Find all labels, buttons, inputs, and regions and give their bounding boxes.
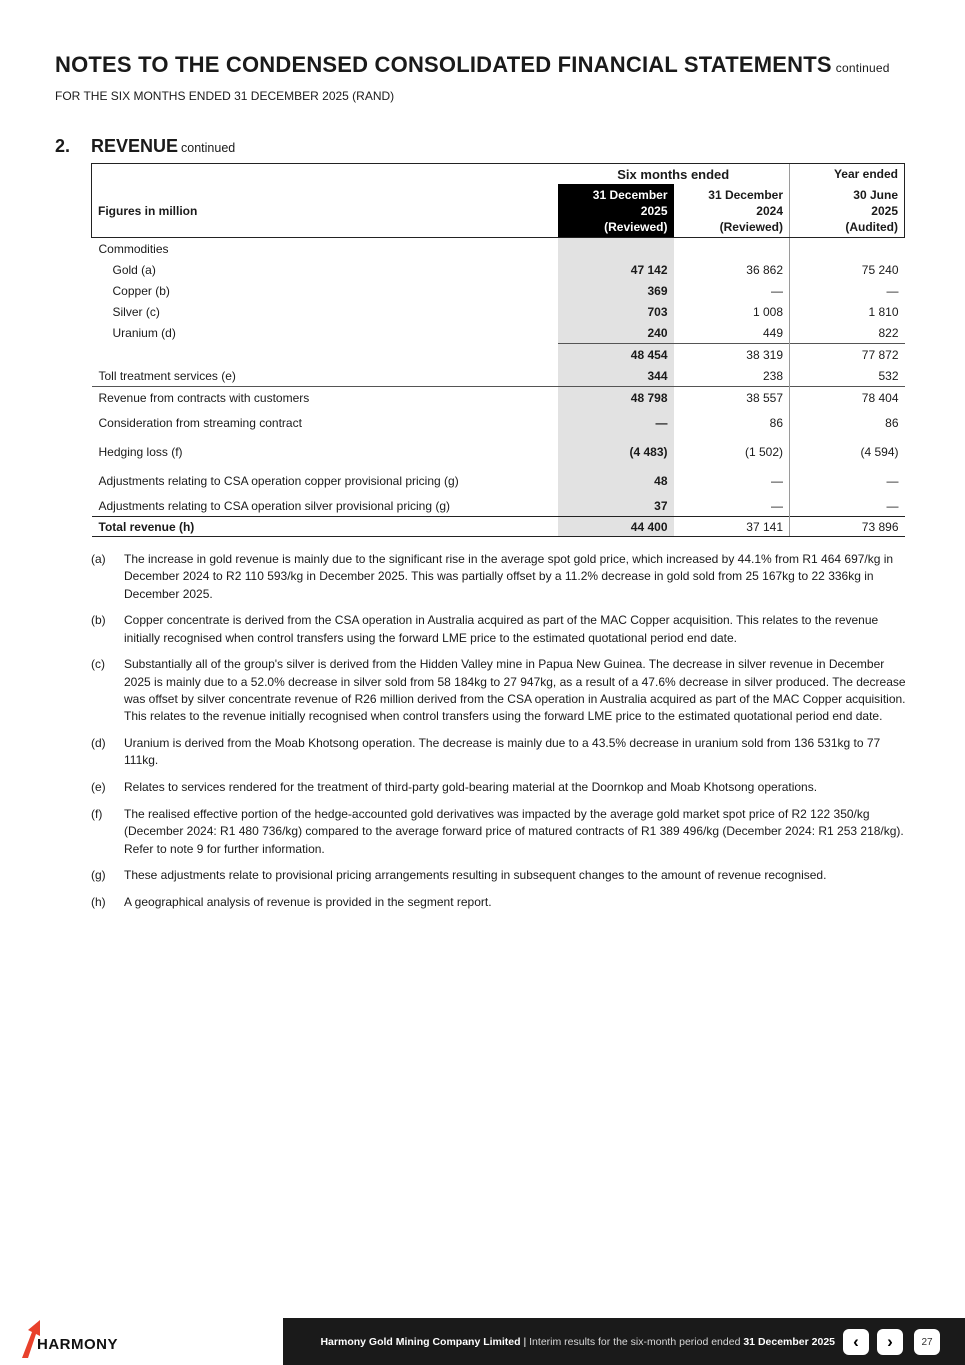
six-months-header: Six months ended <box>558 164 790 185</box>
footnote <box>91 806 911 858</box>
table-row <box>92 238 905 260</box>
logo-text: HARMONY <box>37 1336 118 1353</box>
cell-value: 75 240 <box>790 259 905 280</box>
cell-value: 822 <box>790 322 905 344</box>
footnote-text: Uranium is derived from the Moab Khotsong operation. The decrease is mainly due to a 43.5% decrease in uranium sold from 136 531kg to 77 111kg. <box>124 736 881 768</box>
row-label: Total revenue (h) <box>92 517 558 537</box>
column-header-jun-2025: 30 June 2025 (Audited) <box>790 184 905 238</box>
cell-value: 77 872 <box>790 344 905 366</box>
year-ended-header: Year ended <box>790 164 905 185</box>
section-number: 2. <box>55 136 71 156</box>
cell-value: — <box>790 466 905 495</box>
table-column-header-row <box>92 184 905 238</box>
table-row <box>92 259 905 280</box>
section-heading <box>55 136 235 157</box>
table-row <box>92 466 905 495</box>
cell-value: — <box>558 408 674 437</box>
chevron-left-icon: ‹ <box>853 1332 859 1351</box>
cell-value: 532 <box>790 365 905 387</box>
footnote <box>91 656 911 725</box>
footnote-tag: (g) <box>91 868 106 883</box>
cell-value: 48 <box>558 466 674 495</box>
row-label: Silver (c) <box>112 304 160 319</box>
cell-value: 86 <box>790 408 905 437</box>
table-row <box>92 322 905 344</box>
cell-value: — <box>790 495 905 517</box>
revenue-table <box>91 163 905 537</box>
footnote-text: These adjustments relate to provisional pricing arrangements resulting in subsequent changes to the amount of revenue recognised. <box>124 868 827 883</box>
cell-value: 48 454 <box>558 344 674 366</box>
footnote-tag: (e) <box>91 780 106 795</box>
footnote <box>91 551 911 603</box>
cell-value: 48 798 <box>558 387 674 409</box>
footnote <box>91 779 911 796</box>
total-row <box>92 517 905 537</box>
footnote-tag: (a) <box>91 552 106 566</box>
table-row <box>92 495 905 517</box>
row-label: Copper (b) <box>112 283 170 298</box>
page-subtitle: FOR THE SIX MONTHS ENDED 31 DECEMBER 2025 (RAND) <box>55 89 395 103</box>
cell-value: 369 <box>558 280 674 301</box>
footer-separator: | <box>523 1336 527 1348</box>
cell-value: — <box>771 498 783 513</box>
row-label: Adjustments relating to CSA operation silver provisional pricing (g) <box>98 498 450 513</box>
chevron-right-icon: › <box>887 1332 893 1351</box>
cell-value: — <box>790 280 905 301</box>
cell-value: 1 008 <box>752 304 783 319</box>
cell-value: 449 <box>762 325 783 340</box>
cell-value: 38 557 <box>674 387 790 409</box>
footnote <box>91 612 911 647</box>
footnote-text: Substantially all of the group's silver is derived from the Hidden Valley mine in Papua New Guinea. The decrease in silver revenue in December 2025 is mainly due to a 52.0% decrease in silver sold from 58 184kg to 27 947kg, as a result of a 47.6% decrease in silver produced. The decrease was offset by silver concentrate revenue of R26 million derived from the CSA operation in Australia acquired as part of the MAC Copper acquisition. This relates to the revenue initially recognised when control transfers using the forward LME price to the estimated quotational period end date. <box>124 657 906 724</box>
next-page-button[interactable] <box>877 1329 903 1355</box>
cell-value: 37 <box>558 495 674 517</box>
footnote-text: The realised effective portion of the hedge-accounted gold derivatives was impacted by the average gold market spot price of R2 122 350/kg (December 2024: R1 480 736/kg) compared to the average forward price of matured contracts of R1 389 496/kg (December 2024: R1 253 218/kg). Refer to note 9 for further information. <box>124 807 904 856</box>
footnote <box>91 735 911 770</box>
cell-value: 703 <box>558 301 674 322</box>
footnote <box>91 867 911 884</box>
page-title <box>55 52 890 78</box>
row-label: Hedging loss (f) <box>98 444 183 459</box>
footer-report: Interim results for the six-month period ended <box>529 1336 741 1348</box>
table-row <box>92 387 905 409</box>
cell-value: 37 141 <box>674 517 790 537</box>
footnote-tag: (c) <box>91 657 105 672</box>
footnote-tag: (f) <box>91 807 103 822</box>
footnote-tag: (b) <box>91 613 106 628</box>
section-title: REVENUE <box>91 136 179 156</box>
cell-value: 47 142 <box>558 259 674 280</box>
cell-value: 38 319 <box>674 344 790 366</box>
cell-value: (4 594) <box>790 437 905 466</box>
table-row <box>92 437 905 466</box>
cell-value: (4 483) <box>558 437 674 466</box>
row-label: Toll treatment services (e) <box>98 368 236 383</box>
footnote-tag: (h) <box>91 895 106 910</box>
column-header-dec-2024: 31 December 2024 (Reviewed) <box>674 184 790 238</box>
cell-value: 238 <box>762 368 783 383</box>
table-row <box>92 301 905 322</box>
row-label: Uranium (d) <box>112 325 176 340</box>
row-label: Consideration from streaming contract <box>98 415 302 430</box>
cell-value: 78 404 <box>790 387 905 409</box>
footnote-tag: (d) <box>91 736 106 751</box>
cell-value: 73 896 <box>790 517 905 537</box>
table-header-row <box>92 164 905 185</box>
cell-value: 44 400 <box>558 517 674 537</box>
cell-value: 344 <box>558 365 674 387</box>
table-row <box>92 365 905 387</box>
cell-value: 86 <box>769 415 783 430</box>
cell-value: 1 810 <box>790 301 905 322</box>
previous-page-button[interactable] <box>843 1329 869 1355</box>
cell-value: 240 <box>558 322 674 344</box>
column-header-dec-2025: 31 December 2025 (Reviewed) <box>558 184 674 238</box>
cell-value: — <box>771 283 783 298</box>
table-row <box>92 408 905 437</box>
row-label: Revenue from contracts with customers <box>92 387 558 409</box>
footer-caption <box>320 1336 835 1348</box>
row-label: Adjustments relating to CSA operation copper provisional pricing (g) <box>98 473 459 488</box>
cell-value: — <box>771 473 783 488</box>
row-label: Gold (a) <box>112 262 156 277</box>
page-number: 27 <box>914 1329 940 1355</box>
footnote-text: Copper concentrate is derived from the CSA operation in Australia acquired as part of the MAC Copper acquisition. This relates to the revenue initially recognised when control transfers using the forward LME price to the estimated quotational period end date. <box>124 613 879 645</box>
section-suffix: continued <box>181 141 236 155</box>
cell-value: (1 502) <box>744 444 783 459</box>
footnotes <box>91 551 911 921</box>
table-row <box>92 280 905 301</box>
footnote-text: Relates to services rendered for the treatment of third-party gold-bearing material at the Doornkop and Moab Khotsong operations. <box>124 780 818 795</box>
footer-company: Harmony Gold Mining Company Limited <box>320 1336 521 1348</box>
row-label: Commodities <box>98 241 169 256</box>
page-title-text: NOTES TO THE CONDENSED CONSOLIDATED FINANCIAL STATEMENTS <box>55 52 832 77</box>
footnote-text: The increase in gold revenue is mainly due to the significant rise in the average spot gold price, which increased by 44.1% from R1 464 697/kg in December 2024 to R2 110 593/kg in December 2025. This was partially offset by a 11.2% decrease in gold sold from 25 167kg to 22 336kg in December 2025. <box>124 552 894 601</box>
subtotal-row <box>92 344 905 366</box>
page-title-suffix: continued <box>835 61 890 75</box>
figures-label: Figures in million <box>92 184 558 238</box>
cell-value: 36 862 <box>746 262 783 277</box>
footer-bar <box>283 1318 965 1365</box>
footnote-text: A geographical analysis of revenue is provided in the segment report. <box>124 895 492 910</box>
footer-period: 31 December 2025 <box>743 1336 835 1348</box>
footnote <box>91 894 911 911</box>
